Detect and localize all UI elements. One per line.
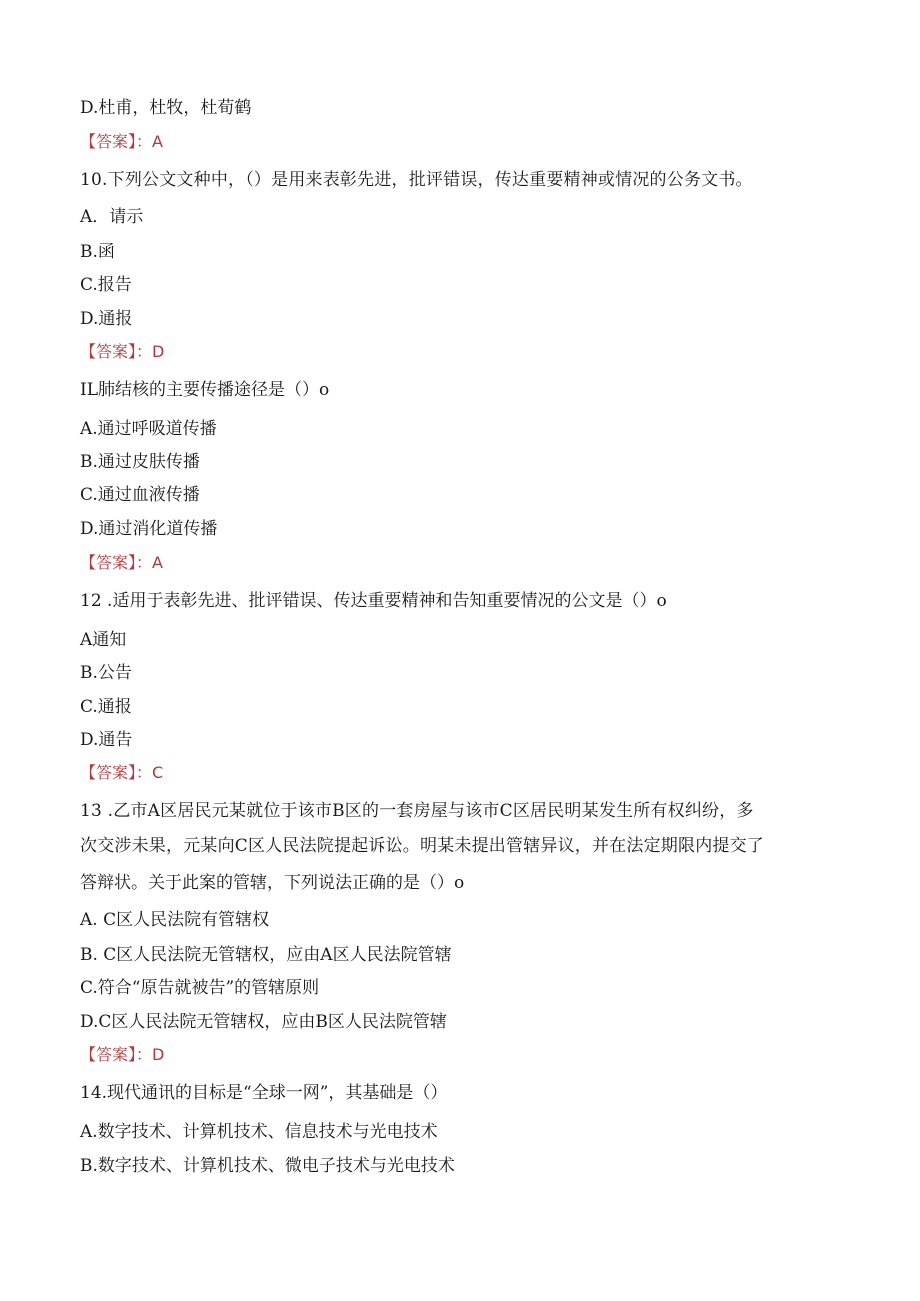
answer-line: 【答案】：A: [80, 553, 163, 572]
option-line: D.通过消化道传播: [80, 519, 218, 539]
option-line: B.通过皮肤传播: [80, 452, 200, 472]
option-line: A．请示: [80, 207, 144, 227]
question-line: 次交涉未果，元某向C区人民法院提起诉讼。明某未提出管辖异议，并在法定期限内提交了: [80, 836, 765, 856]
option-line: D.C区人民法院无管辖权，应由B区人民法院管辖: [80, 1012, 447, 1032]
option-line: B. C区人民法院无管辖权，应由A区人民法院管辖: [80, 945, 452, 965]
option-line: B.公告: [80, 663, 132, 683]
option-line: A.数字技术、计算机技术、信息技术与光电技术: [80, 1122, 438, 1142]
option-line: C.通过血液传播: [80, 485, 200, 505]
option-line: D.杜甫，杜牧，杜荀鹤: [80, 98, 252, 118]
answer-line: 【答案】：A: [80, 132, 163, 151]
option-line: C.通报: [80, 697, 132, 717]
question-line: 14.现代通讯的目标是“全球一网”，其基础是（）: [80, 1083, 448, 1103]
option-line: B.函: [80, 242, 115, 262]
option-line: A通知: [80, 630, 127, 650]
answer-line: 【答案】：D: [80, 1045, 165, 1064]
option-line: A. C区人民法院有管辖权: [80, 910, 270, 930]
question-line: 12 .适用于表彰先进、批评错误、传达重要精神和告知重要情况的公文是（）o: [80, 591, 667, 611]
question-line: 10.下列公文文种中，（）是用来表彰先进，批评错误，传达重要精神或情况的公务文书。: [80, 170, 753, 190]
question-line: 13 .乙市A区居民元某就位于该市B区的一套房屋与该市C区居民明某发生所有权纠纷，多: [80, 801, 754, 821]
question-line: 答辩状。关于此案的管辖，下列说法正确的是（）o: [80, 873, 465, 893]
option-line: C.报告: [80, 275, 132, 295]
question-line: IL肺结核的主要传播途径是（）o: [80, 380, 330, 400]
option-line: B.数字技术、计算机技术、微电子技术与光电技术: [80, 1156, 455, 1176]
option-line: D.通报: [80, 309, 133, 329]
option-line: C.符合“原告就被告”的管辖原则: [80, 978, 320, 998]
answer-line: 【答案】：D: [80, 342, 165, 361]
answer-line: 【答案】：C: [80, 763, 164, 782]
option-line: A.通过呼吸道传播: [80, 419, 217, 439]
option-line: D.通告: [80, 730, 133, 750]
